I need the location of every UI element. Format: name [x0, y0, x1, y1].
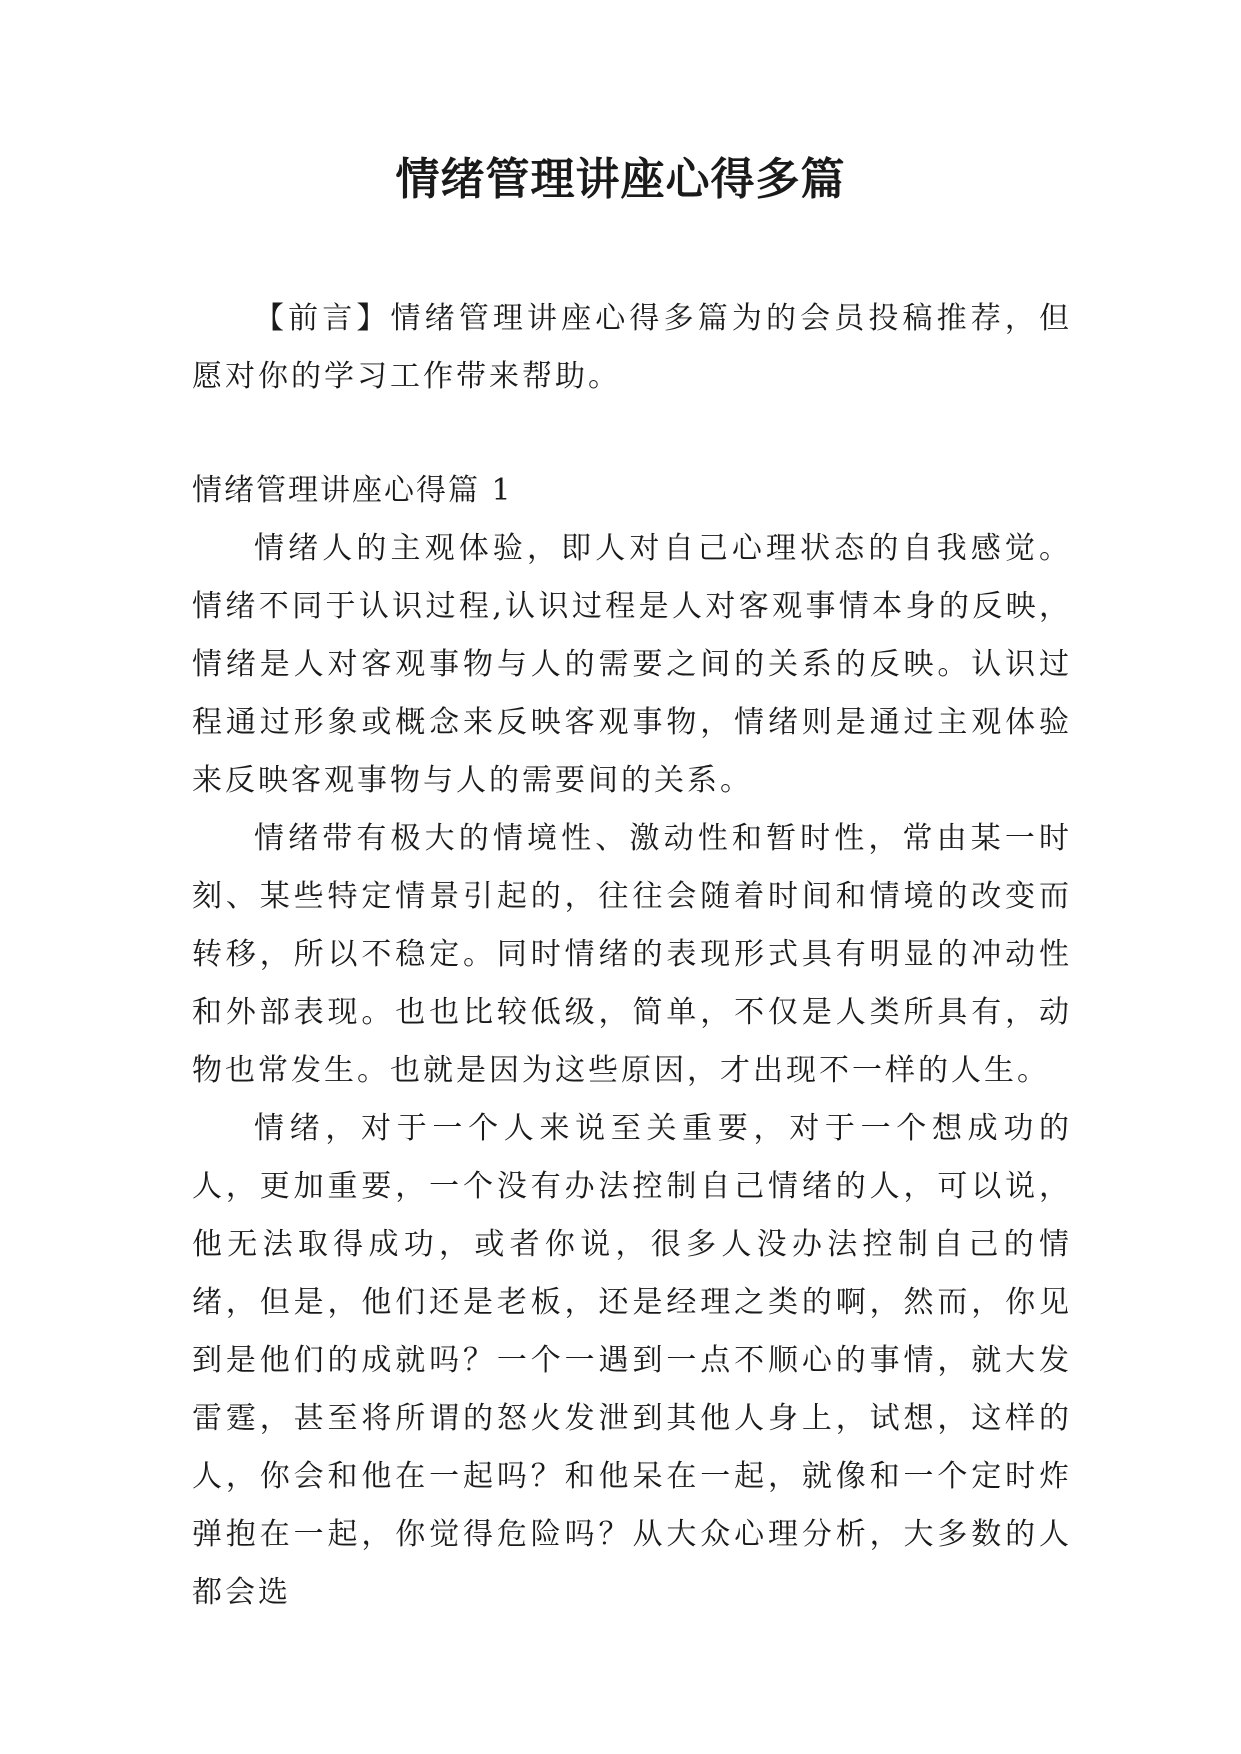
document-title: 情绪管理讲座心得多篇	[395, 154, 846, 205]
body-paragraph-1: 情绪人的主观体验，即人对自己心理状态的自我感觉。情绪不同于认识过程,认识过程是人对客观事情本身的反映，情绪是人对客观事物与人的需要之间的关系的反映。认识过程通过形象或概念来反映客观事物，情绪则是通过主观体验来反映客观事物与人的需要间的关系。	[192, 531, 1072, 798]
preface-paragraph: 【前言】情绪管理讲座心得多篇为的会员投稿推荐，但愿对你的学习工作带来帮助。	[192, 301, 1072, 394]
article-body	[192, 520, 1072, 1622]
section-heading: 情绪管理讲座心得篇 1	[192, 473, 513, 508]
body-paragraph-2: 情绪带有极大的情境性、激动性和暂时性，常由某一时刻、某些特定情景引起的，往往会随着时间和情境的改变而转移，所以不稳定。同时情绪的表现形式具有明显的冲动性和外部表现。也也比较低级，简单，不仅是人类所具有，动物也常发生。也就是因为这些原因，才出现不一样的人生。	[192, 821, 1072, 1088]
body-paragraph-3: 情绪，对于一个人来说至关重要，对于一个想成功的人，更加重要，一个没有办法控制自己情绪的人，可以说，他无法取得成功，或者你说，很多人没办法控制自己的情绪，但是，他们还是老板，还是经理之类的啊，然而，你见到是他们的成就吗？一个一遇到一点不顺心的事情，就大发雷霆，甚至将所谓的怒火发泄到其他人身上，试想，这样的人，你会和他在一起吗？和他呆在一起，就像和一个定时炸弹抱在一起，你觉得危险吗？从大众心理分析，大多数的人都会选	[192, 1111, 1072, 1610]
